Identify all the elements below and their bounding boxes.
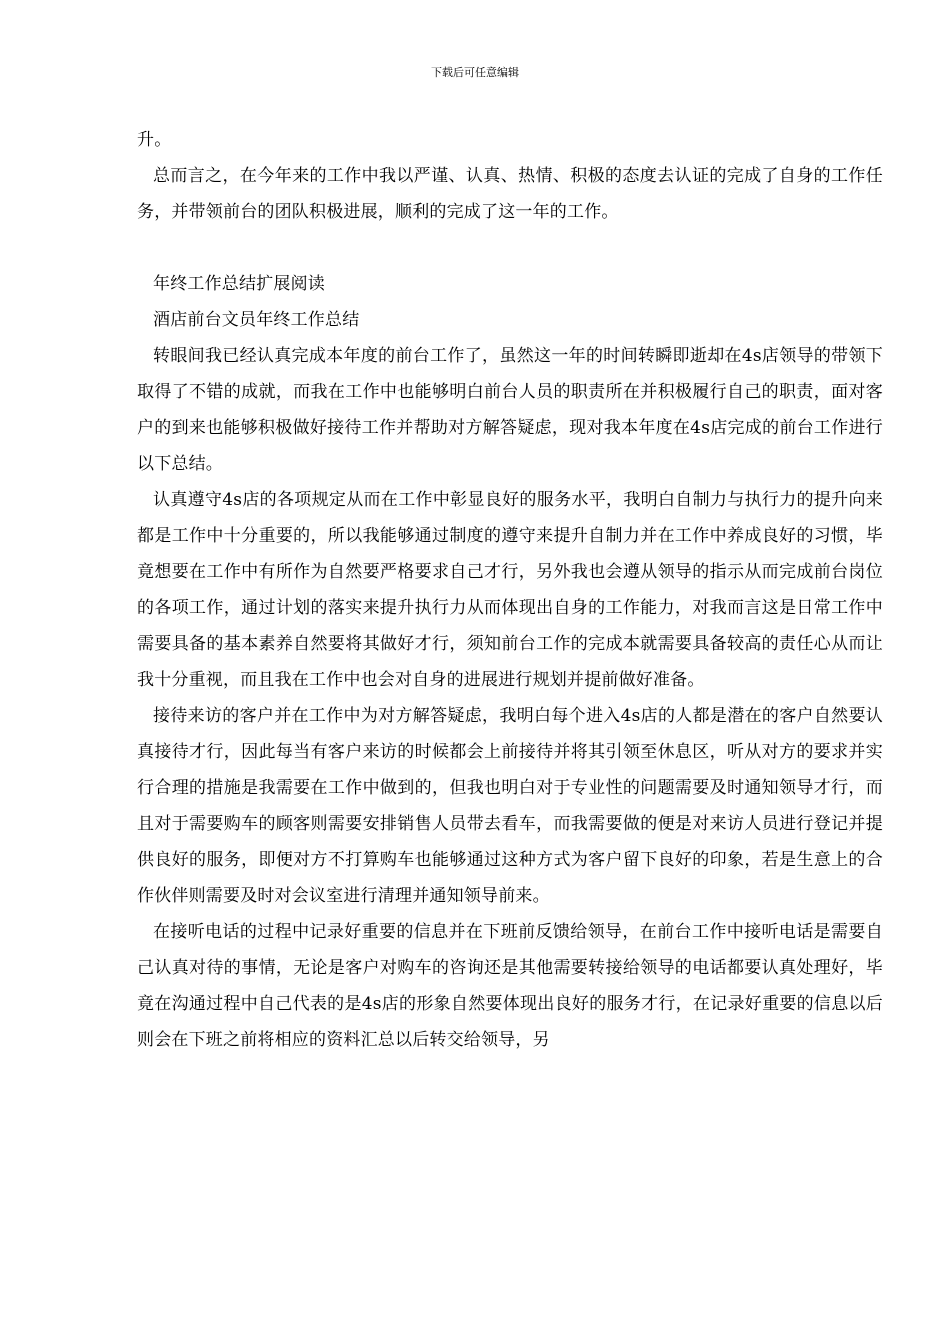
paragraph-summary: 总而言之，在今年来的工作中我以严谨、认真、热情、积极的态度去认证的完成了自身的工作任务，并带领前台的团队积极进展，顺利的完成了这一年的工作。 (137, 166, 883, 222)
paragraph-phone: 在接听电话的过程中记录好重要的信息并在下班前反馈给领导，在前台工作中接听电话是需要自己认真对待的事情，无论是客户对购车的咨询还是其他需要转接给领导的电话都要认真处理好，毕竟在沟通过程中自己代表的是4s店的形象自然要体现出良好的服务才行，在记录好重要的信息以后则会在下班之前将相应的资料汇总以后转交给领导，另 (137, 922, 883, 1050)
paragraph-spacer (137, 230, 883, 266)
page-header: 下载后可任意编辑 (431, 66, 519, 79)
paragraph-reception: 接待来访的客户并在工作中为对方解答疑虑，我明白每个进入4s店的人都是潜在的客户自然要认真接待才行，因此每当有客户来访的时候都会上前接待并将其引领至休息区，听从对方的要求并实行合理的措施是我需要在工作中做到的，但我也明白对于专业性的问题需要及时通知领导才行，而且对于需要购车的顾客则需要安排销售人员带去看车，而我需要做的便是对来访人员进行登记并提供良好的服务，即便对方不打算购车也能够通过这种方式为客户留下良好的印象，若是生意上的合作伙伴则需要及时对会议室进行清理并通知领导前来。 (137, 706, 883, 906)
paragraph-continuation: 升。 (137, 130, 172, 150)
article-title: 酒店前台文员年终工作总结 (153, 310, 360, 330)
paragraph-intro: 转眼间我已经认真完成本年度的前台工作了，虽然这一年的时间转瞬即逝却在4s店领导的带领下取得了不错的成就，而我在工作中也能够明白前台人员的职责所在并积极履行自己的职责，面对客户的到来也能够积极做好接待工作并帮助对方解答疑虑，现对我本年度在4s店完成的前台工作进行以下总结。 (137, 346, 883, 474)
paragraph-rules: 认真遵守4s店的各项规定从而在工作中彰显良好的服务水平，我明白自制力与执行力的提升向来都是工作中十分重要的，所以我能够通过制度的遵守来提升自制力并在工作中养成良好的习惯，毕竟想要在工作中有所作为自然要严格要求自己才行，另外我也会遵从领导的指示从而完成前台岗位的各项工作，通过计划的落实来提升执行力从而体现出自身的工作能力，对我而言这是日常工作中需要具备的基本素养自然要将其做好才行，须知前台工作的完成本就需要具备较高的责任心从而让我十分重视，而且我在工作中也会对自身的进展进行规划并提前做好准备。 (137, 490, 883, 690)
document-body (137, 122, 883, 1058)
section-heading: 年终工作总结扩展阅读 (153, 274, 325, 294)
